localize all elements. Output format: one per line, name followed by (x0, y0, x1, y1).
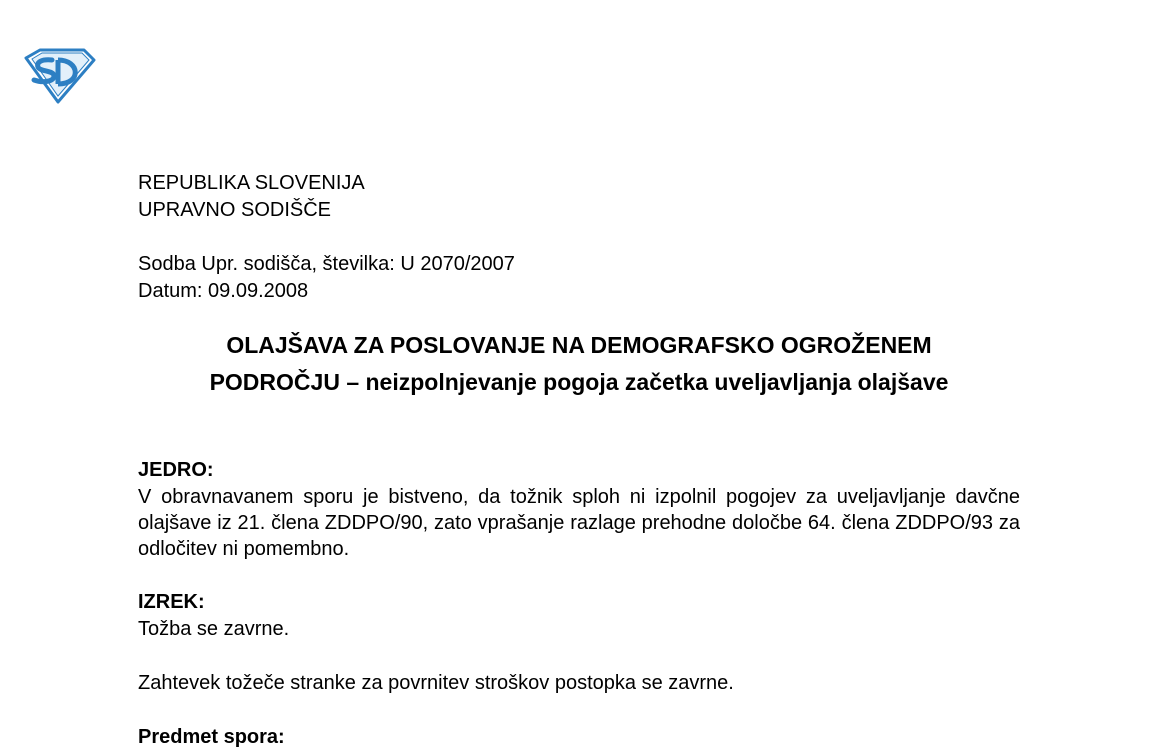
court-country: REPUBLIKA SLOVENIJA (138, 172, 365, 194)
document-title-line-2: PODROČJU – neizpolnjevanje pogoja začetka uveljavljanja olajšave (209, 369, 949, 395)
court-name: UPRAVNO SODIŠČE (138, 199, 331, 221)
izrek-heading: IZREK: (138, 591, 205, 613)
shield-logo-icon (22, 48, 96, 104)
jedro-heading: JEDRO: (138, 459, 214, 481)
izrek-line-1: Tožba se zavrne. (138, 618, 290, 640)
sd-logo (22, 48, 96, 104)
judgment-number: Sodba Upr. sodišča, številka: U 2070/2007 (138, 253, 515, 275)
document-title-line-1: OLAJŠAVA ZA POSLOVANJE NA DEMOGRAFSKO OGROŽENEM (226, 332, 932, 358)
document-body (138, 170, 1020, 751)
jedro-text: V obravnavanem sporu je bistveno, da tožnik sploh ni izpolnil pogojev za uveljavljanje davčne olajšave iz 21. člena ZDDPO/90, zato vprašanje razlage prehodne določbe 64. člena ZDDPO/93 za odločitev ni pomembno. (138, 486, 1020, 560)
judgment-date: Datum: 09.09.2008 (138, 280, 309, 302)
predmet-heading: Predmet spora: (138, 726, 285, 748)
izrek-line-2: Zahtevek tožeče stranke za povrnitev stroškov postopka se zavrne. (138, 672, 734, 694)
